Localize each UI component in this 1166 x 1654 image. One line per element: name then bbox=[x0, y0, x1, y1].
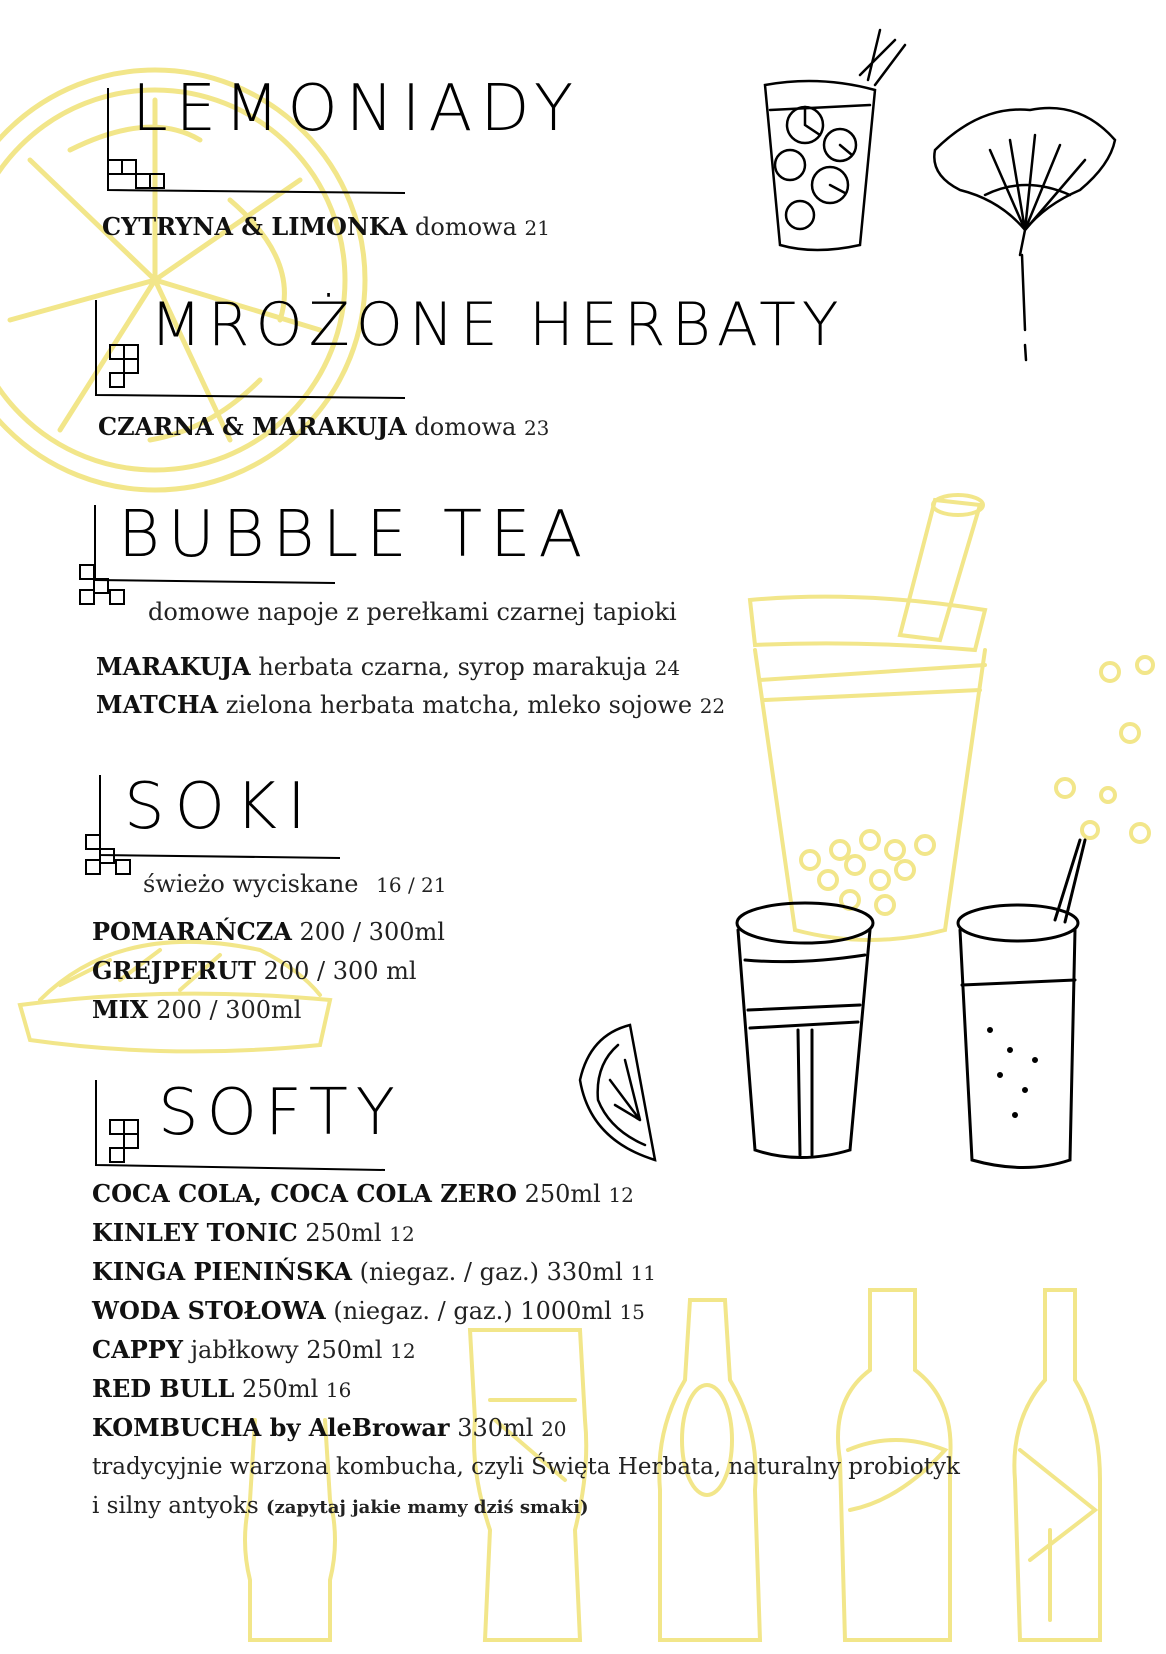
item-desc: zielona herbata matcha, mleko sojowe bbox=[225, 691, 693, 719]
item-name: RED BULL bbox=[92, 1374, 235, 1403]
item-name: CAPPY bbox=[92, 1335, 183, 1364]
item-desc: 330ml bbox=[457, 1414, 534, 1442]
section-heading-bubble: BUBBLE TEA bbox=[118, 498, 591, 572]
menu-item bbox=[92, 1373, 351, 1406]
item-desc: domowa bbox=[414, 413, 517, 441]
item-name: CZARNA & MARAKUJA bbox=[98, 412, 407, 441]
cocktail-glass-icon bbox=[765, 30, 905, 250]
menu-item bbox=[98, 411, 549, 444]
menu-item bbox=[92, 1334, 416, 1367]
menu-item bbox=[92, 916, 445, 948]
item-desc: jabłkowy 250ml bbox=[190, 1336, 383, 1364]
section-heading-lemoniady: LEMONIADY bbox=[132, 72, 582, 146]
item-name: KINLEY TONIC bbox=[92, 1218, 298, 1247]
item-price: 11 bbox=[630, 1261, 656, 1285]
item-name: MIX bbox=[92, 995, 149, 1024]
kombucha-note-line2 bbox=[92, 1490, 589, 1524]
menu-item bbox=[92, 994, 301, 1026]
item-desc: 250ml bbox=[305, 1219, 382, 1247]
item-name: KOMBUCHA by AleBrowar bbox=[92, 1413, 450, 1442]
menu-item bbox=[92, 1178, 634, 1211]
item-desc: 250ml bbox=[524, 1180, 601, 1208]
item-price: 12 bbox=[389, 1222, 415, 1246]
item-price: 12 bbox=[390, 1339, 416, 1363]
item-name: CYTRYNA & LIMONKA bbox=[102, 212, 408, 241]
item-desc: 200 / 300 ml bbox=[263, 957, 417, 985]
subtitle-price: 16 / 21 bbox=[376, 873, 447, 897]
menu-item bbox=[92, 1412, 567, 1445]
menu-item bbox=[102, 211, 550, 244]
item-name: WODA STOŁOWA bbox=[92, 1296, 326, 1325]
section-heading-herbaty: MROŻONE HERBATY bbox=[150, 290, 845, 360]
item-price: 20 bbox=[541, 1417, 567, 1441]
item-price: 21 bbox=[524, 216, 550, 240]
item-price: 24 bbox=[654, 656, 681, 680]
item-desc: 200 / 300ml bbox=[299, 918, 445, 946]
item-name: GREJPFRUT bbox=[92, 956, 256, 985]
item-name: MARAKUJA bbox=[96, 652, 251, 681]
orange-slice-icon bbox=[580, 1025, 655, 1160]
section-heading-soki: SOKI bbox=[124, 770, 316, 844]
section-heading-softy: SOFTY bbox=[158, 1076, 403, 1150]
item-price: 16 bbox=[325, 1378, 352, 1402]
kombucha-note-line1: tradycyjnie warzona kombucha, czyli Święta Herbata, naturalny probiotyk bbox=[92, 1454, 960, 1480]
item-name: POMARAŃCZA bbox=[92, 917, 292, 946]
menu-item bbox=[96, 651, 680, 684]
menu-item bbox=[92, 955, 417, 987]
note-bold: (zapytaj jakie mamy dziś smaki) bbox=[265, 1497, 589, 1518]
menu-item bbox=[92, 1295, 645, 1328]
item-price: 23 bbox=[523, 416, 550, 440]
item-desc: (niegaz. / gaz.) 1000ml bbox=[333, 1297, 612, 1325]
item-desc: domowa bbox=[415, 213, 517, 241]
straw-glass-icon bbox=[958, 840, 1085, 1168]
section-subtitle bbox=[143, 870, 447, 898]
note-text: i silny antyoks bbox=[92, 1493, 259, 1519]
item-name: COCA COLA, COCA COLA ZERO bbox=[92, 1179, 517, 1208]
item-desc: herbata czarna, syrop marakuja bbox=[258, 653, 647, 681]
item-desc: (niegaz. / gaz.) 330ml bbox=[359, 1258, 623, 1286]
menu-item bbox=[96, 689, 725, 722]
item-name: KINGA PIENIŃSKA bbox=[92, 1257, 353, 1286]
menu-item bbox=[92, 1217, 415, 1250]
item-desc: 250ml bbox=[242, 1375, 319, 1403]
item-desc: 200 / 300ml bbox=[156, 996, 302, 1024]
bubble-tea-cup-icon bbox=[750, 495, 985, 940]
subtitle-text: świeżo wyciskane bbox=[143, 870, 359, 898]
ginkgo-leaf-icon bbox=[934, 108, 1115, 360]
item-price: 22 bbox=[699, 694, 726, 718]
section-subtitle: domowe napoje z perełkami czarnej tapioki bbox=[148, 598, 677, 626]
item-price: 12 bbox=[608, 1183, 634, 1207]
item-price: 15 bbox=[619, 1300, 645, 1324]
item-name: MATCHA bbox=[96, 690, 219, 719]
menu-item bbox=[92, 1256, 656, 1289]
